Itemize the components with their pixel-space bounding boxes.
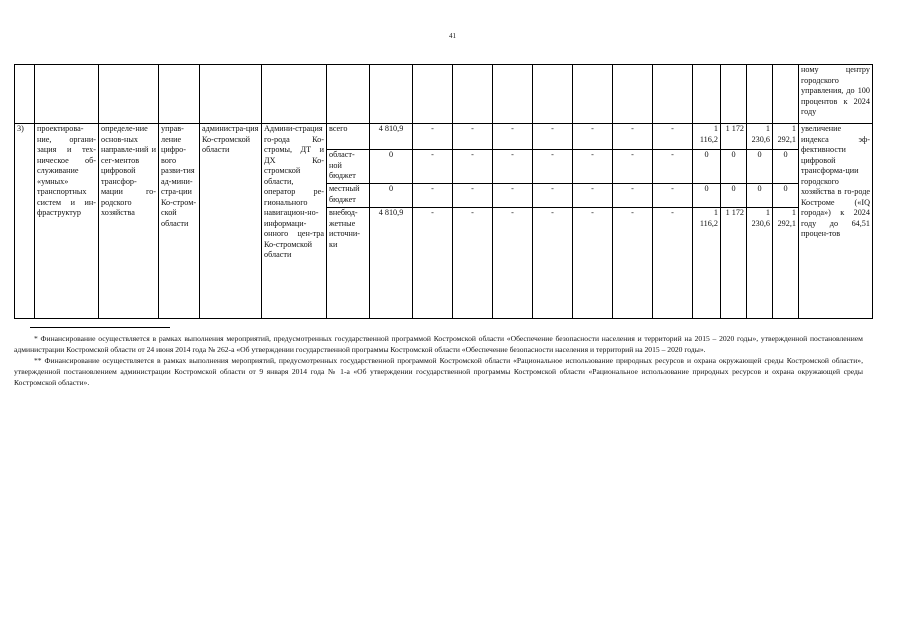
year-value: 1 292,1 xyxy=(773,208,799,319)
year-value: - xyxy=(493,124,533,150)
footnote-divider xyxy=(30,327,170,328)
year-value: - xyxy=(413,150,453,184)
year-value: - xyxy=(493,150,533,184)
year-value: 1 172 xyxy=(721,124,747,150)
source-name: всего xyxy=(327,124,370,150)
footnote-1: * Финансирование осуществляется в рамках выполнения мероприятий, предусмотренных государственной программой Костромской области «Обеспечение безопасности населения и территорий на 2015 – 2020 годы», утвержденной постановлением администрации Костромской области от 24 июня 2014 года № 262-а «Об утверждении государственной программы Костромской области «Обеспечение безопасности населения и территорий на 2015 – 2020 годы». xyxy=(14,334,863,354)
year-value: - xyxy=(533,184,573,208)
table-row xyxy=(15,124,873,150)
source-total: 0 xyxy=(370,184,413,208)
year-value: - xyxy=(453,208,493,319)
direction-cell: определе-ние основ-ных направле-ний и сег-ментов цифровой трансфор-мации го-родского хозяйства xyxy=(99,124,159,319)
year-value: - xyxy=(653,150,693,184)
continuation-result-cell: ному центру городского управления, до 100 процентов к 2024 году xyxy=(799,65,873,124)
department-cell: управ-ление цифро-вого разви-тия ад-мини-стра-ции Ко-стром-ской области xyxy=(159,124,200,319)
year-value: - xyxy=(613,150,653,184)
administration-cell: администра-ция Ко-стромской области xyxy=(200,124,262,319)
source-total: 0 xyxy=(370,150,413,184)
year-value: 1 292,1 xyxy=(773,124,799,150)
year-value: 0 xyxy=(721,150,747,184)
year-value: - xyxy=(413,184,453,208)
year-value: - xyxy=(613,184,653,208)
year-value: - xyxy=(493,184,533,208)
year-value: - xyxy=(533,208,573,319)
year-value: 0 xyxy=(773,184,799,208)
footnotes xyxy=(14,333,863,388)
year-value: - xyxy=(613,208,653,319)
source-name: област-ной бюджет xyxy=(327,150,370,184)
result-cell: увеличение индекса эф-фективности цифровой трансформа-ции городского хозяйства в го-роде Костроме («IQ города») к 2024 году до 64,51 процен-тов xyxy=(799,124,873,319)
year-value: - xyxy=(653,208,693,319)
year-value: 1 230,6 xyxy=(747,208,773,319)
year-value: 0 xyxy=(693,184,721,208)
year-value: - xyxy=(573,150,613,184)
year-value: - xyxy=(613,124,653,150)
year-value: - xyxy=(573,208,613,319)
year-value: - xyxy=(453,150,493,184)
footnote-2: ** Финансирование осуществляется в рамках выполнения мероприятий, предусмотренных государственной программой Костромской области «Рациональное использование природных ресурсов и охрана окружающей среды Костромской области», утвержденной постановлением администрации Костромской области от 9 января 2014 года № 1-а «Об утверждении государственной программы Костромской области «Рациональное использование природных ресурсов и охрана окружающей среды Костромской области». xyxy=(14,356,863,387)
continuation-row xyxy=(15,65,873,124)
source-total: 4 810,9 xyxy=(370,208,413,319)
year-value: 1 230,6 xyxy=(747,124,773,150)
year-value: - xyxy=(453,124,493,150)
source-total: 4 810,9 xyxy=(370,124,413,150)
year-value: - xyxy=(573,124,613,150)
year-value: 0 xyxy=(773,150,799,184)
year-value: - xyxy=(453,184,493,208)
year-value: - xyxy=(573,184,613,208)
year-value: - xyxy=(413,124,453,150)
source-name: внебюд-жетные источни-ки xyxy=(327,208,370,319)
year-value: 1 116,2 xyxy=(693,208,721,319)
year-value: 0 xyxy=(721,184,747,208)
year-value: 0 xyxy=(747,150,773,184)
row-number: 3) xyxy=(15,124,35,319)
program-table xyxy=(14,64,873,319)
page-number: 41 xyxy=(449,32,456,40)
year-value: - xyxy=(653,184,693,208)
year-value: - xyxy=(653,124,693,150)
year-value: 1 116,2 xyxy=(693,124,721,150)
source-name: местный бюджет xyxy=(327,184,370,208)
year-value: - xyxy=(413,208,453,319)
year-value: 0 xyxy=(747,184,773,208)
executors-cell: Админи-страция го-рода Ко-стромы, ДТ и ДХ Ко-стромской области, оператор ре-гионального навигацион-но-информаци-онного цен-тра Ко-стромской области xyxy=(262,124,327,319)
year-value: - xyxy=(493,208,533,319)
year-value: - xyxy=(533,150,573,184)
year-value: 0 xyxy=(693,150,721,184)
year-value: - xyxy=(533,124,573,150)
event-cell: проектирова-ние, органи-зация и тех-ническое об-служивание «умных» транспортных систем и ин-фраструктур xyxy=(35,124,99,319)
year-value: 1 172 xyxy=(721,208,747,319)
